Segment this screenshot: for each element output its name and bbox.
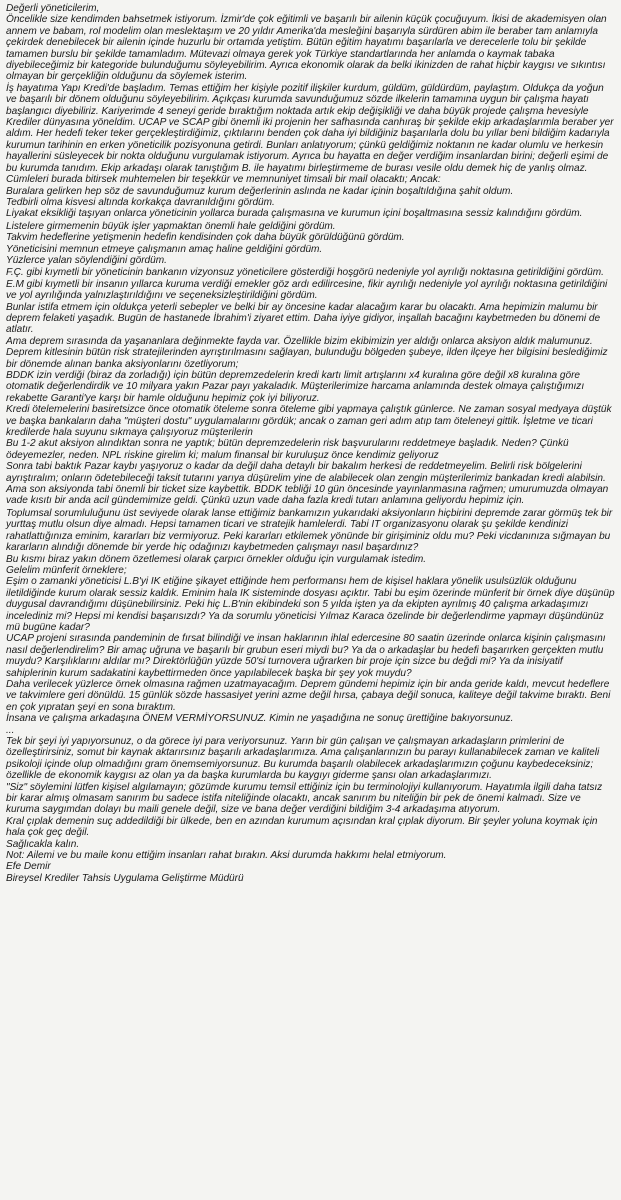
signature-title: Bireysel Krediler Tahsis Uygulama Geliştirme Müdürü xyxy=(6,872,244,884)
paragraph-career: İş hayatıma Yapı Kredi'de başladım. Temas ettiğim her kişiyle pozitif ilişkiler kurdum, güldüm, güldürdüm, paylaştım. Oldukça da yoğun ve başarılı bir dönem olduğunu söyleyebilirim. Açıkçası kurumda savunduğumuz sözde ilkelerin tamamına uygun bir çalışma hayatı başlangıcı diyebiliriz. Kariyerimde 4 seneyi geride bıraktığım noktada artık ekip değişikliği ve daha büyük projede çalışma hevesiyle Krediler dünyasına yöneldim. UCAP ve SCAP gibi önemli iki projenin her safhasında canhıraş bir şekilde ekip arkadaşlarımla beraber yer aldım. Her hedefi teker teker gerçekleştirdiğimiz, çıktılarını benden çok daha iyi bildiğiniz başarılarla dolu bu yıllar beni bildiğim kadarıyla kurumun tarihinin en erken yöneticilik pozisyonuna getirdi. Bunları anlatıyorum; çünkü geldiğimiz noktanın ne kadar olumlu ve herkesin hayallerini süsleyecek bir nokta olduğunu vurgulamak istiyorum. Ayrıca bu hayatta en değer verdiğim insanlardan birini; değerli eşimi de bu kurumda tanıdım. Ekip arkadaşı olarak tanıştığım B. ile hayatımı birleştirmeme de burası vesile oldu demek hiç de yanlış olmaz. xyxy=(6,82,614,174)
observation-merit: Liyakat eksikliği taşıyan onlarca yöneticinin yollarca burada çalışmasına ve kurumun içini boşaltmasına sessiz kalındığını gördüm. xyxy=(6,208,583,220)
observation-cowardice: Tedbirli olma kisvesi altında korkakça davranıldığını gördüm. xyxy=(6,196,275,208)
salutation: Değerli yöneticilerim, xyxy=(6,3,100,14)
note: Not: Ailemi ve bu maile konu ettiğim insanları rahat bırakın. Aksi durumda hakkımı helal etmiyorum. xyxy=(6,850,447,862)
paragraph-social-responsibility: Toplumsal sorumluluğunu üst seviyede olarak lanse ettiğimiz bankamızın yukarıdaki aksiyonların hiçbirini depremde zarar görmüş tek bir yurttaş mutlu olsun diye almadı. Hepsi tamamen ticari ve stratejik hamlelerdi. Tabi IT organizasyonu olarak şu şekilde kendinizi rahatlattığınıza eminim, kararları biz vermiyoruz. Peki kararları etkilemek yönünde bir girişiminiz oldu mu? Peki vicdanınıza sığmayan bu kararların alındığı dönemde bir yerde hiç odağınızı kaybetmeden çalışmayı nasıl başardınız? xyxy=(6,507,613,554)
ellipsis: ... xyxy=(6,724,15,736)
paragraph-hundreds-examples: Daha verilecek yüzlerce örnek olmasına rağmen uzatmayacağım. Deprem gündemi hepimiz için bir anda geride kaldı, mevcut hedeflere ve takvimlere geri dönüldü. 15 günlük sözde hassasiyet yerini azme değil hırsa, çabaya değil sonuca, kaliteye değil takvime bıraktı. Beni en çok yıpratan şeyi en sona bıraktım. xyxy=(6,678,611,713)
example-fc: F.Ç. gibi kıymetli bir yöneticinin bankanın vizyonsuz yöneticilere gösterdiği hoşgörü nedeniyle yol ayrılığı noktasına getirildiğini gördüm. xyxy=(6,267,604,279)
paragraph-transition: Cümleleri burada bitirsek muhtemelen bir teşekkür ve memnuniyet timsali bir mail olacaktı; Ancak: xyxy=(6,174,441,186)
observation-calendar: Takvim hedeflerine yetişmenin hedefin kendisinden çok daha büyük görüldüğünü gördüm. xyxy=(6,232,405,244)
paragraph-pay: Tek bir şeyi iyi yapıyorsunuz, o da görece iyi para veriyorsunuz. Yarın bir gün çalışan ve çalışmayan arkadaşların primlerini de özelleştirirsiniz, somut bir kaynak aktarırsınız başarılı arkadaşlarımıza. Ama çalışanlarınızın bu parayı kullanabilecek zaman ve kaliteli psikoloji içinde olup olmadığını gram önemsemiyorsunuz. Bu kurumda başarılı olabilecek arkadaşlarımızın çoğunu kaybedeceksiniz; özellikle de ekonomik kaygısı az olan ya da başka kurumlarda bu kaygıyı giderme şansı olan arkadaşlarımızı. xyxy=(6,736,600,782)
example-spouse: Eşim o zamanki yöneticisi L.B'yi IK etiğine şikayet ettiğinde hem performansı hem de kişisel haklara yönelik usulsüzlük olduğunu iletildiğinde kurum olarak sessiz kaldık. Eminim hala IK sisteminde dosyası açıktır. Tabi bu eşim özerinde münferit bir örnek diye düşünüp duygusal davrandığımı düşünebilirsiniz. Peki hiç L.B'nin ekibindeki son 5 yılda işten ya da ekipten ayrılmış 40 çalışma arkadaşımızı incelediniz mi? Hepsi mi kendisi başarısızdı? Ya da sorumlu yöneticisi Yılmaz Karaca özelinde bir değerlendirme yapmayı düşündünüz mü bugüne kadar? xyxy=(6,576,615,633)
signature-name: Efe Demir xyxy=(6,861,51,873)
closing: Sağlıcakla kalın. xyxy=(6,838,80,850)
paragraph-introduction: Öncelikle size kendimden bahsetmek istiyorum. İzmir'de çok eğitimli ve başarılı bir ailenin küçük çocuğuyum. İkisi de akademisyen olan annem ve babam, rol modelim olan meslektaşım ve 20 yıldır Amerika'da mesleğini başarıyla sürdüren abim ile beraber tam anlamıyla çekirdek denebilecek bir ailenin içinde huzurlu bir ortamda yetiştim. Bütün eğitim hayatımı başarılarla ve derecelerle tolu bir şekilde tamamen burslu bir şekilde tamamladım. Mütevazi olmaya gerek yok Türkiye standartlarında her anlamda o kaymak tabaka diyebileceğimiz bir kategoride bulunduğumu söyleyebilirim. Ayrıca ekonomik olarak da belki ikinizden de rahat hiçbir kaygısı ve sıkıntısı olmayan bir gerçekliğin olduğunu da söylemek isterim. xyxy=(6,14,607,83)
action-deferrals: Kredi ötelemelerini basiretsizce önce otomatik öteleme sonra öteleme gibi yapmaya çalıştık günlerce. Ne zaman sosyal medyaya düştük ve başka bankaların daha "müşteri dostu" uygulamalarını gördük; ancak o zaman geri adım atıp tam öteleneyi gittik. İşletme ve ticari kredilerde hala suyunu sıkmaya çalışıyoruz müşterilerin xyxy=(6,404,612,439)
paragraph-summary-note: Bu kısmı biraz yakın dönem özetlemesi olarak çarpıcı örnekler olduğu için vurgulamak istedim. xyxy=(6,553,427,565)
action-ticket-size: Ama son aksiyonda tabi önemli bir ticket size kaybettik. BDDK tebliği 10 gün öncesinde yayınlanmasına rağmen; umurumuzda olmayan vade kısıtı bir anda acil gündemimize geldi. Çünkü uzun vade daha fazla kredi tutarı anlamına geliyordu hepimiz için. xyxy=(6,484,609,507)
example-em: E.M gibi kıymetli bir insanın yıllarca kuruma verdiği emekler göz ardı edilircesine, fikir ayrılığı nedeniyle yol ayrılığı noktasına getirildiğini ve yol ayrılığında yalnızlaştırıldığını ve seçeneksizleştirildiğini gördüm. xyxy=(6,278,608,302)
paragraph-no-importance: İnsana ve çalışma arkadaşına ÖNEM VERMİYORSUNUZ. Kimin ne yaşadığına ne sonuç ürettiğine bakıyorsunuz. xyxy=(6,713,514,725)
action-risk-regions: Sonra tabi baktık Pazar kaybı yaşıyoruz o kadar da değil daha detaylı bir bakalım herkesi de reddetmeyelim. Belirli risk bölgelerini ayrıştıralım; onların ödetebileceği taksit tutarını yarıya düşürelim yine de alabilecek olan zengin müşterilerimiz bankadan kredi alabilsin. xyxy=(6,461,606,484)
observation-managers: Yöneticisini memnun etmeye çalışmanın amaç haline geldiğini gördüm. xyxy=(6,243,323,255)
observation-values: Buralara gelirken hep söz de savunduğumuz kurum değerlerinin aslında ne kadar içinin boşaltıldığına şahit oldum. xyxy=(6,185,514,197)
paragraph-earthquake-actions: Ama deprem sırasında da yaşananlara değinmekte fayda var. Özellikle bizim ekibimizin yer aldığı onlarca aksiyon aldık malumunuz. Deprem kitlesinin bütün risk stratejilerinden ayrıştırılmasını sağlayan, bulunduğu bölgeden şubeye, ilden ilçeye her bilgisini beslediğimiz bir dönemde alınan banka aksiyonlarını özetliyorum; xyxy=(6,335,608,370)
paragraph-king-naked: Kral çıplak demenin suç addedildiği bir ülkede, ben en azından kurumum açısından kral çıplak diyorum. Bir şeyler yoluna koymak için hala çok geç değil. xyxy=(6,815,598,839)
paragraph-examples-intro: Gelelim münferit örneklere; xyxy=(6,564,127,576)
example-ucap: UCAP projeni sırasında pandeminin de fırsat bilindiği ve insan haklarının ihlal edercesine 80 saatin üzerinde onlarca kişinin çalışmasını nasıl değerlendirelim? Bir amaç uğruna ve başarılı bir grubun eseri miydi bu? Ya da o arkadaşlar bu hedefi başarırken gerçekten mutlu muydu? Karşılıklarını aldılar mı? Direktörlüğün yüzde 50'si turnovera uğrarken bir proje için sizce bu değdi mi? Ya da inisiyatif sahiplerinin kurum sadakatini kaybettirmeden önce yapılabilecek başka bir şey yok muydu? xyxy=(6,633,606,679)
observation-lies: Yüzlerce yalan söylendiğini gördüm. xyxy=(6,254,167,266)
paragraph-earthquake: Bunlar istifa etmem için oldukça yeterli sebepler ve belki bir ay öncesine kadar alacağım karar bu olacaktı. Ama hepimizin malumu bir deprem felaketi yaşadık. Bugün de hastanede İbrahim'i ziyaret ettim. Daha iyiye gidiyor, inşallah bacağını kaybetmeden bu dönemi de atlatır. xyxy=(6,301,601,336)
paragraph-siz: "Siz" söylemini lütfen kişisel algılamayın; gözümde kurumu temsil ettiğiniz için bu terminolojiyi kullanıyorum. Hayatımla ilgili daha tatsız bir karar almış olmasam sanırım bu sadece istifa niteliğinde olacaktı, ancak sanırım bu niteliğin bir pek de önemi kalmadı. Size ve kuruma saygımdan dolayı bu maili genele değil, size ve bana değer verdiğini bildiğim 3-4 arkadaşıma atıyorum. xyxy=(6,781,603,816)
action-credit-limits: BDDK izin verdiği (biraz da zorladığı) için bütün depremzedelerin kredi kartı limit artışlarını x4 kuralına göre değil x8 kuralına göre otomatik değerlendirdik ve 10 milyara yakın Pazar payı yakaladık. Müşterilerimize harcama anlamında destek olmaya çalıştığımızı rekabette Garanti'ye karşı bir hamle olduğunu hepimiz çok iyi biliyoruz. xyxy=(6,370,585,404)
observation-lists: Listelere girmemenin büyük işler yapmaktan önemli hale geldiğini gördüm. xyxy=(6,220,336,232)
action-rejections: Bu 1-2 akut aksiyon alındıktan sonra ne yaptık; bütün depremzedelerin risk başvurularını reddetmeye başladık. Neden? Çünkü ödeyemezler, neden. NPL riskine girelim ki; malum finansal bir kuruluşuz önce kendimiz geliyoruz xyxy=(6,438,569,461)
